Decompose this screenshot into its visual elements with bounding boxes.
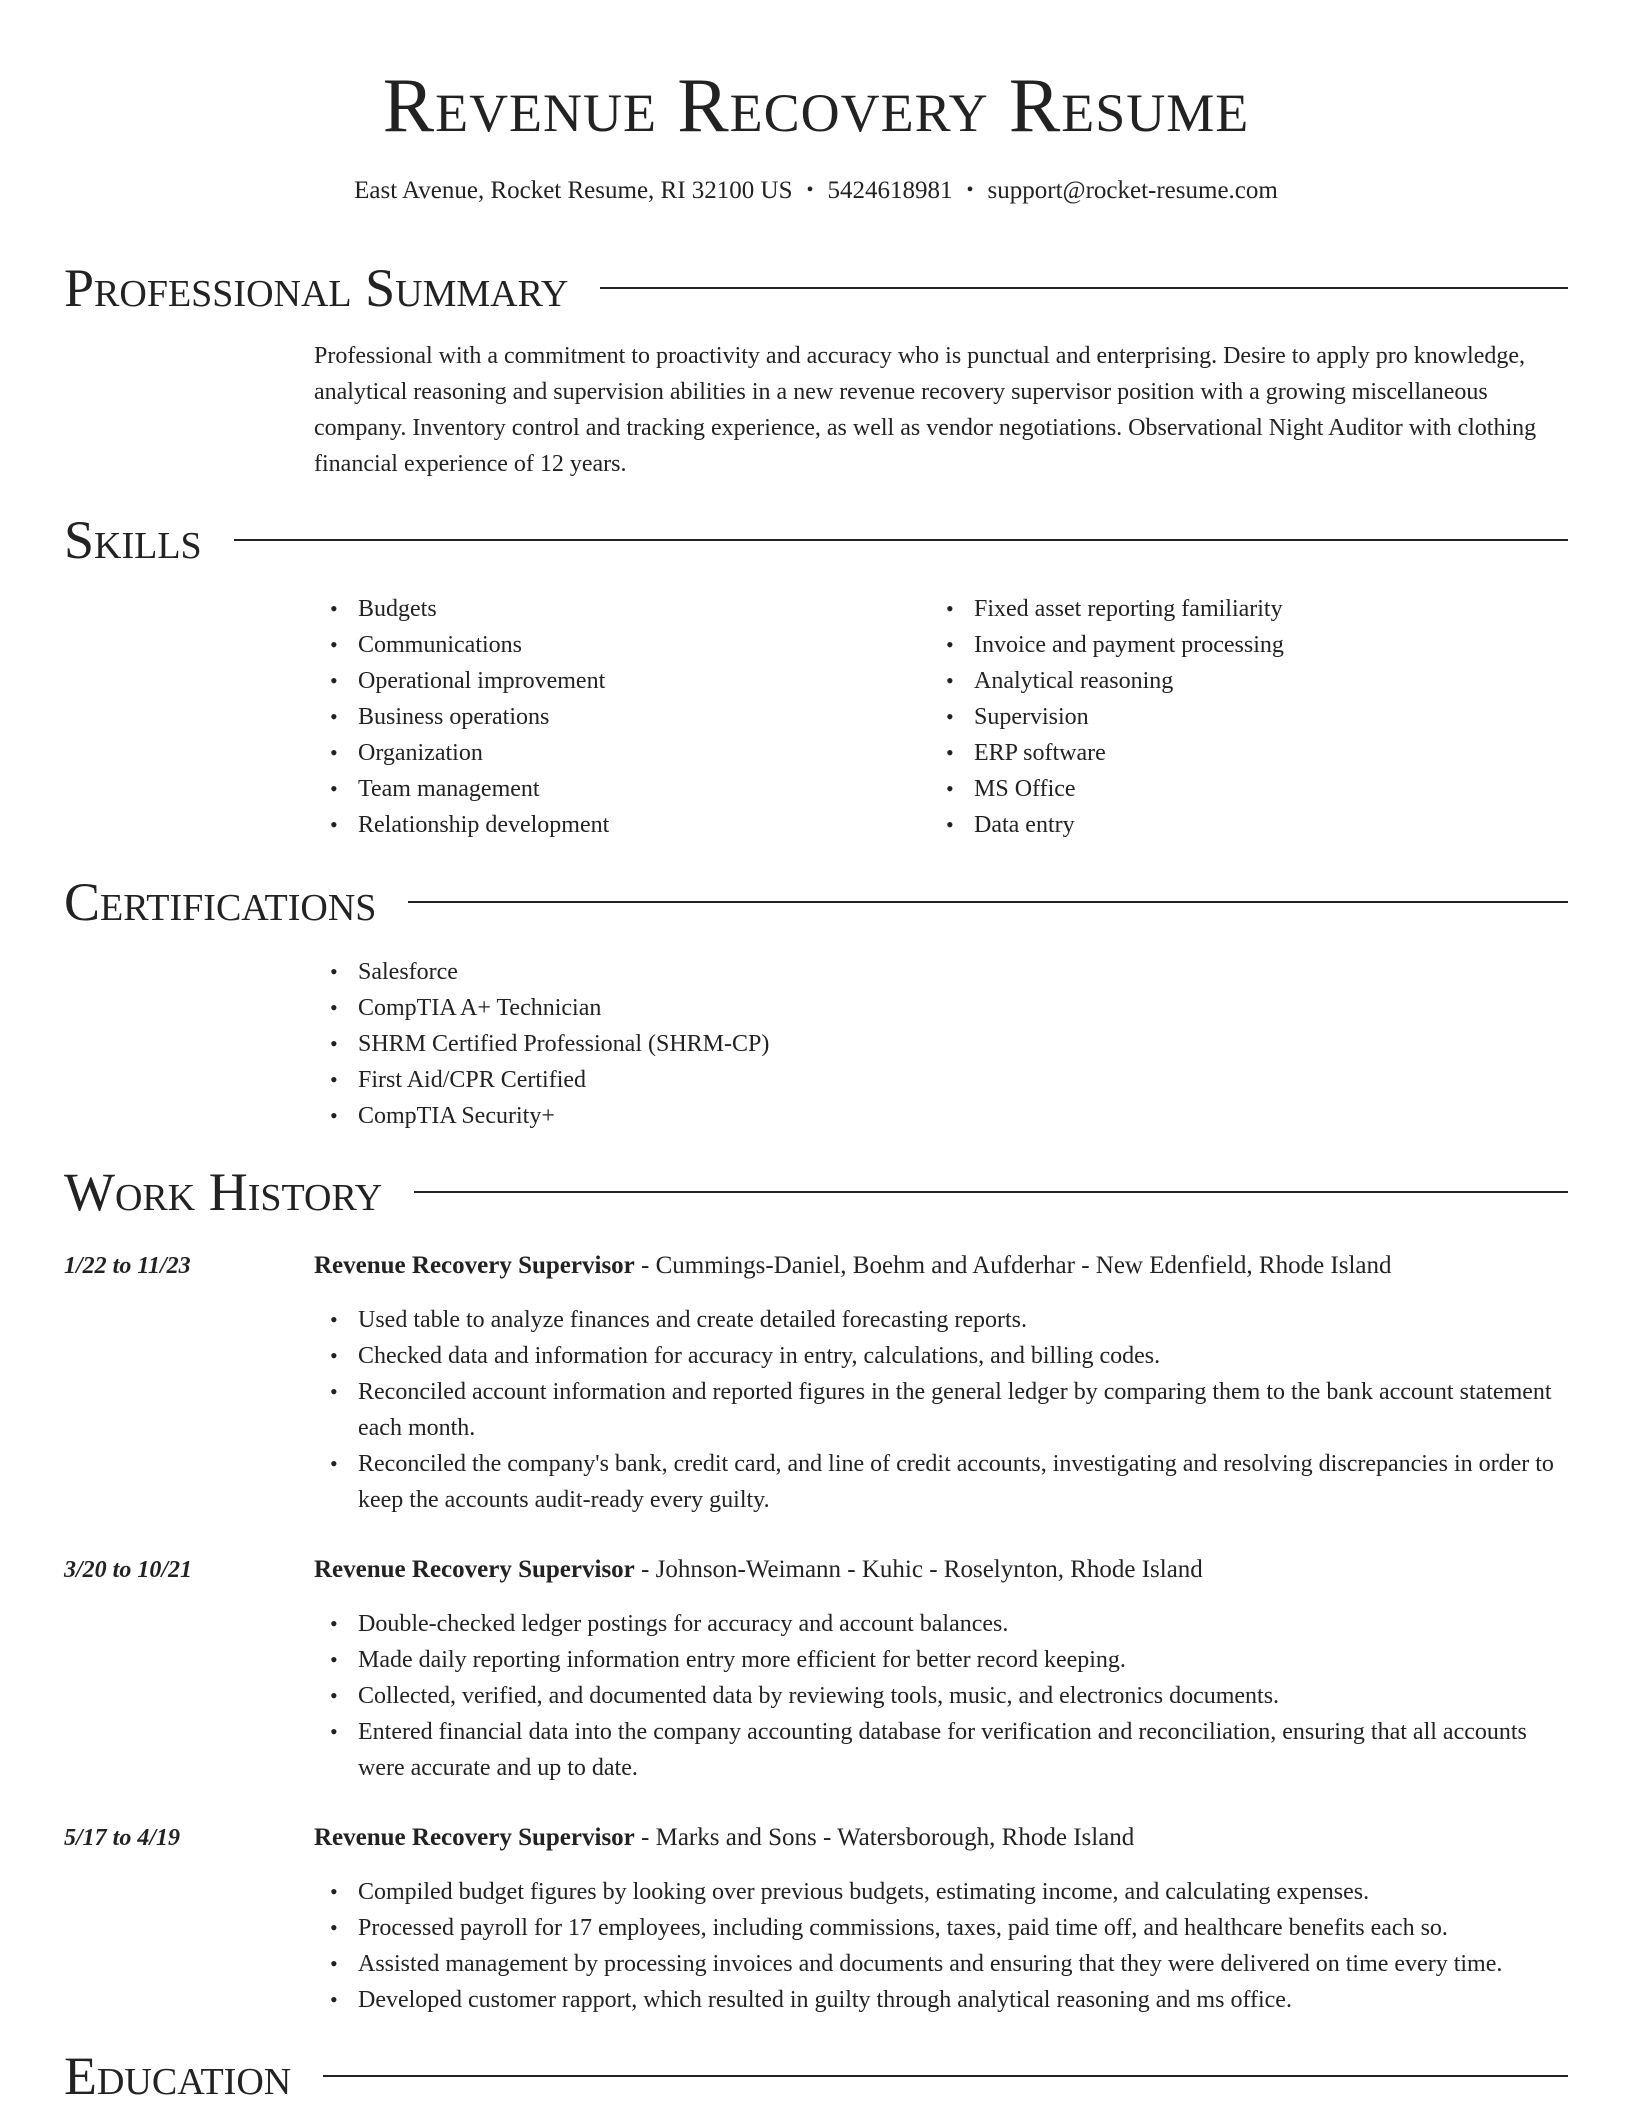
work-bullet: • Double-checked ledger postings for accuracy and account balances. <box>330 1611 1009 1637</box>
certification-item: • CompTIA A+ Technician <box>330 995 602 1021</box>
work-bullet: • Processed payroll for 17 employees, including commissions, taxes, paid time off, and healthcare benefits each so. <box>330 1915 1448 1941</box>
work-bullet: • Made daily reporting information entry more efficient for better record keeping. <box>330 1647 1126 1673</box>
contact-address: East Avenue, Rocket Resume, RI 32100 US <box>354 177 793 204</box>
work-entry-bullets <box>314 1606 1568 1786</box>
section-divider <box>408 901 1568 903</box>
work-entry-title: Revenue Recovery Supervisor <box>314 1556 635 1583</box>
summary-section-title: Professional Summary <box>64 258 569 318</box>
work-bullet: • Checked data and information for accuracy in entry, calculations, and billing codes. <box>330 1343 1161 1369</box>
summary-text: Professional with a commitment to proactivity and accuracy who is punctual and enterprising. Desire to apply pro knowledge, analytical reasoning and supervision abilities in a new revenue recovery supervisor position with a growing miscellaneous company. Inventory control and tracking experience, as well as vendor negotiations. Observational Night Auditor with clothing financial experience of 12 years. <box>314 343 1537 477</box>
education-section-title: Education <box>64 2046 292 2106</box>
work-bullet: • Developed customer rapport, which resulted in guilty through analytical reasoning and ms office. <box>330 1987 1292 2013</box>
education-section-header <box>64 2044 1568 2108</box>
work-entry-title: Revenue Recovery Supervisor <box>314 1252 635 1279</box>
work-entry-bullets <box>314 1874 1568 2018</box>
work-entry-dates: 5/17 to 4/19 <box>64 1825 181 1851</box>
contact-separator: • <box>806 179 814 201</box>
work-entry-dates: 1/22 to 11/23 <box>64 1253 191 1279</box>
certifications-section-title: Certifications <box>64 872 377 932</box>
skill-item: • Team management <box>330 776 540 802</box>
work-entry-title: Revenue Recovery Supervisor <box>314 1824 635 1851</box>
skill-item: • ERP software <box>946 740 1106 766</box>
skill-item: • Organization <box>330 740 483 766</box>
work-entry-employer: - Cummings-Daniel, Boehm and Aufderhar - New Edenfield, Rhode Island <box>634 1252 1392 1279</box>
skill-item: • MS Office <box>946 776 1076 802</box>
work-bullet: • Used table to analyze finances and create detailed forecasting reports. <box>330 1307 1028 1333</box>
skill-item: • Invoice and payment processing <box>946 632 1284 658</box>
section-divider <box>323 2075 1568 2077</box>
skills-section-header <box>64 508 1568 572</box>
skills-section-title: Skills <box>64 510 202 570</box>
work-entry-dates: 3/20 to 10/21 <box>64 1557 193 1583</box>
work-history-section-header <box>64 1160 1568 1224</box>
section-divider <box>600 287 1568 289</box>
section-divider <box>414 1191 1568 1193</box>
skills-list-left <box>314 591 914 843</box>
contact-phone: 5424618981 <box>827 177 953 204</box>
work-bullet: • Collected, verified, and documented data by reviewing tools, music, and electronics documents. <box>330 1683 1280 1709</box>
skill-item: • Fixed asset reporting familiarity <box>946 596 1283 622</box>
work-entry-heading <box>314 1820 1134 1856</box>
certification-item: • SHRM Certified Professional (SHRM-CP) <box>330 1031 770 1057</box>
resume-title: Revenue Recovery Resume <box>382 62 1250 148</box>
skill-item: • Data entry <box>946 812 1075 838</box>
work-bullet: • Entered financial data into the company accounting database for verification and reconciliation, ensuring that all accounts were accurate and up to date. <box>330 1719 1527 1781</box>
work-history-section-title: Work History <box>64 1162 383 1222</box>
skill-item: • Relationship development <box>330 812 610 838</box>
skill-item: • Analytical reasoning <box>946 668 1174 694</box>
work-bullet: • Compiled budget figures by looking over previous budgets, estimating income, and calculating expenses. <box>330 1879 1370 1905</box>
skills-list-right <box>930 591 1570 843</box>
work-bullet: • Reconciled the company's bank, credit card, and line of credit accounts, investigating and resolving discrepancies in order to keep the accounts audit-ready every guilty. <box>330 1451 1554 1513</box>
contact-line <box>0 175 1632 206</box>
certification-item: • First Aid/CPR Certified <box>330 1067 587 1093</box>
work-entry-bullets <box>314 1302 1568 1518</box>
skill-item: • Communications <box>330 632 522 658</box>
work-entry-heading <box>314 1552 1203 1588</box>
work-entry-employer: - Marks and Sons - Watersborough, Rhode Island <box>634 1824 1135 1851</box>
skill-item: • Budgets <box>330 596 437 622</box>
work-entry-employer: - Johnson-Weimann - Kuhic - Roselynton, Rhode Island <box>634 1556 1203 1583</box>
section-divider <box>234 539 1568 541</box>
skill-item: • Business operations <box>330 704 550 730</box>
contact-email: support@rocket-resume.com <box>987 177 1278 204</box>
skill-item: • Operational improvement <box>330 668 606 694</box>
certifications-list <box>314 954 1214 1134</box>
summary-section-header <box>64 256 1568 320</box>
certification-item: • Salesforce <box>330 959 458 985</box>
work-bullet: • Reconciled account information and reported figures in the general ledger by comparing them to the bank account statement each month. <box>330 1379 1552 1441</box>
work-bullet: • Assisted management by processing invoices and documents and ensuring that they were delivered on time every time. <box>330 1951 1503 1977</box>
work-entry-heading <box>314 1248 1392 1284</box>
certification-item: • CompTIA Security+ <box>330 1103 555 1129</box>
certifications-section-header <box>64 870 1568 934</box>
skill-item: • Supervision <box>946 704 1089 730</box>
contact-separator: • <box>966 179 974 201</box>
